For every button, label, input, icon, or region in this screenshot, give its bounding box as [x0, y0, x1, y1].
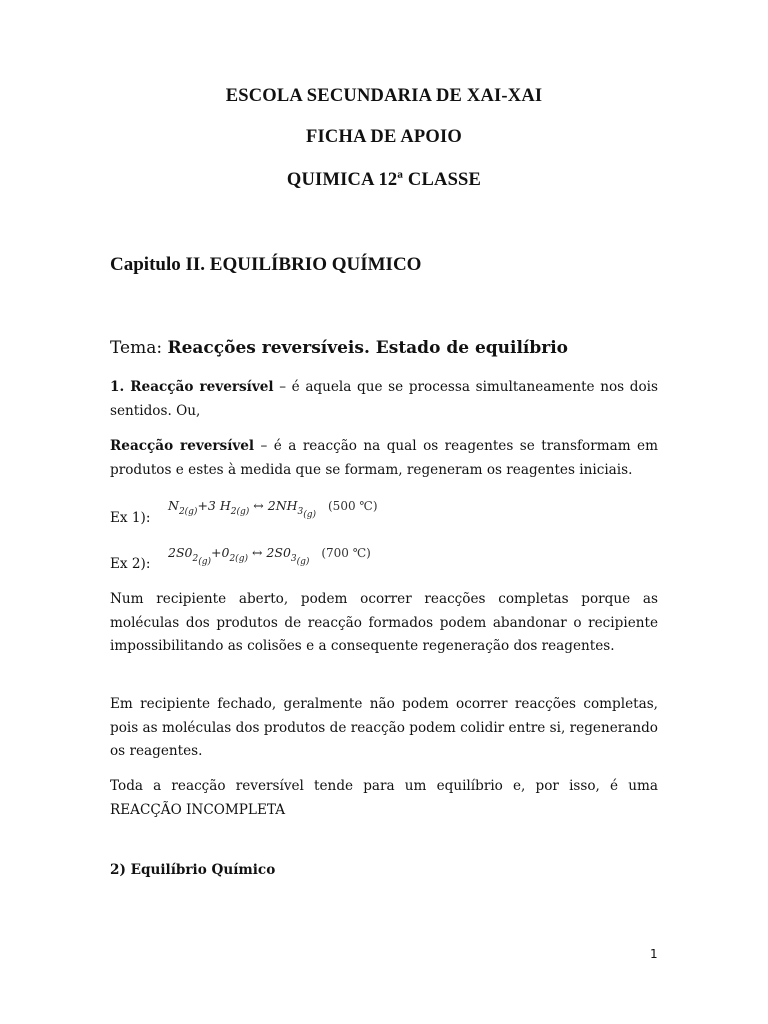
eq2-product-sub: 3: [290, 554, 297, 564]
paragraph-open-container: Num recipiente aberto, podem ocorrer reacções completas porque as moléculas dos produtos de reacção formados podem abandonar o recipiente impossibilitando as colisões e a consequente regeneração dos reagentes.: [110, 591, 658, 654]
definition-1: [110, 376, 658, 423]
eq1-plus: +3: [197, 498, 216, 513]
eq2-product: 2S0: [266, 545, 291, 560]
section-2-heading: 2) Equilíbrio Químico: [110, 862, 276, 878]
eq1-condition: (500 ℃): [328, 499, 378, 513]
eq1-product-sub: 3: [297, 507, 304, 517]
definition-1-text: – é aquela que se processa simultaneamente nos dois sentidos. Ou,: [110, 379, 658, 419]
eq2-plus: +0: [211, 545, 230, 560]
reversible-arrow-icon: ↔: [253, 498, 264, 513]
example-2-equation: [168, 545, 371, 567]
example-1-equation: [168, 498, 378, 520]
definition-2-term: Reacção reversível: [110, 438, 255, 454]
eq1-reactant-1-sub: 2(g): [178, 507, 198, 517]
definition-1-term: 1. Reacção reversível: [110, 379, 274, 395]
eq2-condition: (700 ℃): [321, 546, 371, 560]
tema-title: Reacções reversíveis. Estado de equilíbrio: [167, 338, 569, 358]
school-title: ESCOLA SECUNDARIA DE XAI-XAI: [225, 86, 543, 106]
paragraph-incomplete-reaction: Toda a reacção reversível tende para um equilíbrio e, por isso, é uma REACÇÃO INCOMPLETA: [110, 778, 658, 818]
definition-2: [110, 435, 658, 482]
example-1-label: Ex 1):: [110, 510, 151, 526]
reversible-arrow-icon: ↔: [251, 545, 263, 560]
eq2-reactant-2-sub: 2(g): [229, 554, 248, 564]
chapter-heading: Capitulo II. EQUILÍBRIO QUÍMICO: [110, 254, 422, 275]
example-2-label: Ex 2):: [110, 556, 151, 572]
eq1-reactant-1: N: [168, 498, 179, 513]
eq1-reactant-2: H: [219, 498, 231, 513]
eq1-product-state: (g): [303, 510, 317, 520]
eq2-reactant-1-state: (g): [198, 557, 212, 567]
eq1-product: 2NH: [267, 498, 298, 513]
definition-2-text: – é a reacção na qual os reagentes se transformam em produtos e estes à medida que se formam, regeneram os reagentes iniciais.: [110, 438, 658, 478]
subject-title: QUIMICA 12ª CLASSE: [286, 170, 482, 190]
paragraph-closed-container: Em recipiente fechado, geralmente não podem ocorrer reacções completas, pois as moléculas dos produtos de reacção podem colidir entre si, regenerando os reagentes.: [110, 696, 658, 759]
eq2-reactant-1-sub: 2: [192, 554, 199, 564]
eq2-reactant-1: 2S0: [168, 545, 193, 560]
eq1-reactant-2-sub: 2(g): [230, 507, 250, 517]
eq2-product-state: (g): [296, 557, 310, 567]
sheet-title: FICHA DE APOIO: [306, 127, 462, 147]
tema-heading: [110, 338, 568, 358]
page-number: 1: [650, 947, 658, 961]
tema-label: Tema:: [110, 338, 163, 358]
